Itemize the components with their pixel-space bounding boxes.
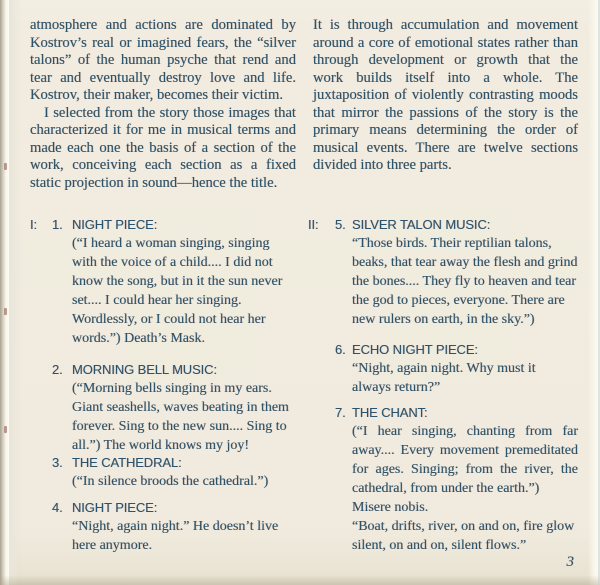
quote-text: “Night, again night.” He doesn’t live here anymore.: [72, 519, 279, 553]
track-title: SILVER TALON MUSIC:: [352, 217, 491, 232]
track-section-1: [30, 215, 296, 348]
scan-mark: [4, 426, 7, 433]
track-list-part-1: [30, 215, 296, 555]
page-number: 3: [566, 554, 574, 570]
quote-text: “Those birds. Their reptilian talons, beaks, that tear away the flesh and grind the bones.... They fly to heaven and tear the god to pieces, everyone. There are new rulers on earth, in the sky.”): [352, 236, 578, 327]
scan-mark: [4, 308, 7, 315]
track-section-3: [30, 453, 296, 491]
track-section-5: [308, 215, 578, 329]
track-title: THE CATHEDRAL:: [72, 455, 182, 470]
track-number: 4.: [52, 500, 63, 515]
intro-paragraph-1: atmosphere and actions are dominated by Kostrov’s real or imagined fears, the “silver talons” of the human psyche that rend and tear and eventually destroy love and life. Kostrov, their maker, becomes their victim.: [30, 17, 296, 103]
track-title: NIGHT PIECE:: [72, 500, 158, 515]
track-number: 2.: [52, 362, 63, 377]
left-column: [30, 17, 296, 553]
track-section-4: [30, 498, 296, 555]
quote-text: (“I heard a woman singing, singing with the voice of a child.... I did not know the song, but in it the sun never set.... I could hear her singing. Wordlessly, or I could not hear her words.”) Death’s Mask.: [72, 236, 283, 346]
track-quote: [72, 472, 296, 491]
quote-text: (“In silence broods the cathedral.”): [72, 474, 269, 489]
scan-edge-bottom: [0, 575, 600, 585]
track-title: MORNING BELL MUSIC:: [72, 362, 217, 377]
quote-text: “Boat, drifts, river, on and on, fire glow silent, on and on, silent flows.”: [352, 519, 575, 553]
track-list-part-2: [308, 215, 578, 555]
track-section-7: [308, 403, 578, 555]
scan-edge-left-shadow: [9, 0, 21, 585]
track-quote: [72, 379, 296, 455]
track-number: 3.: [52, 455, 63, 470]
track-quote: [352, 234, 578, 329]
track-quote: [72, 234, 296, 348]
track-title: THE CHANT:: [352, 405, 428, 420]
intro-paragraph-2: I selected from the story those images that characterized it for me in musical terms and made each one the basis of a section of the work, conceiving each section as a fixed static projection in sound—hence the title.: [30, 104, 296, 191]
quote-text: (“I hear singing, chanting from far away.... Every movement premeditated for ages. Singing; from the river, the cathedral, from under the earth.”): [352, 424, 578, 496]
track-title: ECHO NIGHT PIECE:: [352, 342, 478, 357]
quote-text: “Night, again night. Why must it always return?”: [352, 361, 536, 395]
track-quote: [352, 359, 578, 397]
track-quote: [352, 422, 578, 555]
quote-text: (“Morning bells singing in my ears. Giant seashells, waves beating in them forever. Sing to the new sun.... Sing to all.”) The world knows my joy!: [72, 381, 289, 453]
track-section-6: [308, 340, 578, 397]
quote-text: Misere nobis.: [352, 500, 429, 515]
intro-paragraph-3: It is through accumulation and movement around a core of emotional states rather than through development or growth that the work builds itself into a whole. The juxtaposition of violently contrasting moods that mirror the passions of the story is the primary means determining the order of musical events. There are twelve sections divided into three parts.: [313, 17, 578, 173]
track-number: 5.: [335, 217, 346, 232]
track-number: 1.: [52, 217, 63, 232]
track-number: 7.: [335, 405, 346, 420]
scan-mark: [4, 163, 7, 170]
track-quote: [72, 517, 296, 555]
part-numeral: II:: [308, 217, 319, 232]
part-numeral: I:: [30, 217, 38, 232]
track-section-2: [30, 360, 296, 455]
track-title: NIGHT PIECE:: [72, 217, 158, 232]
right-column: [308, 17, 578, 553]
track-number: 6.: [335, 342, 346, 357]
